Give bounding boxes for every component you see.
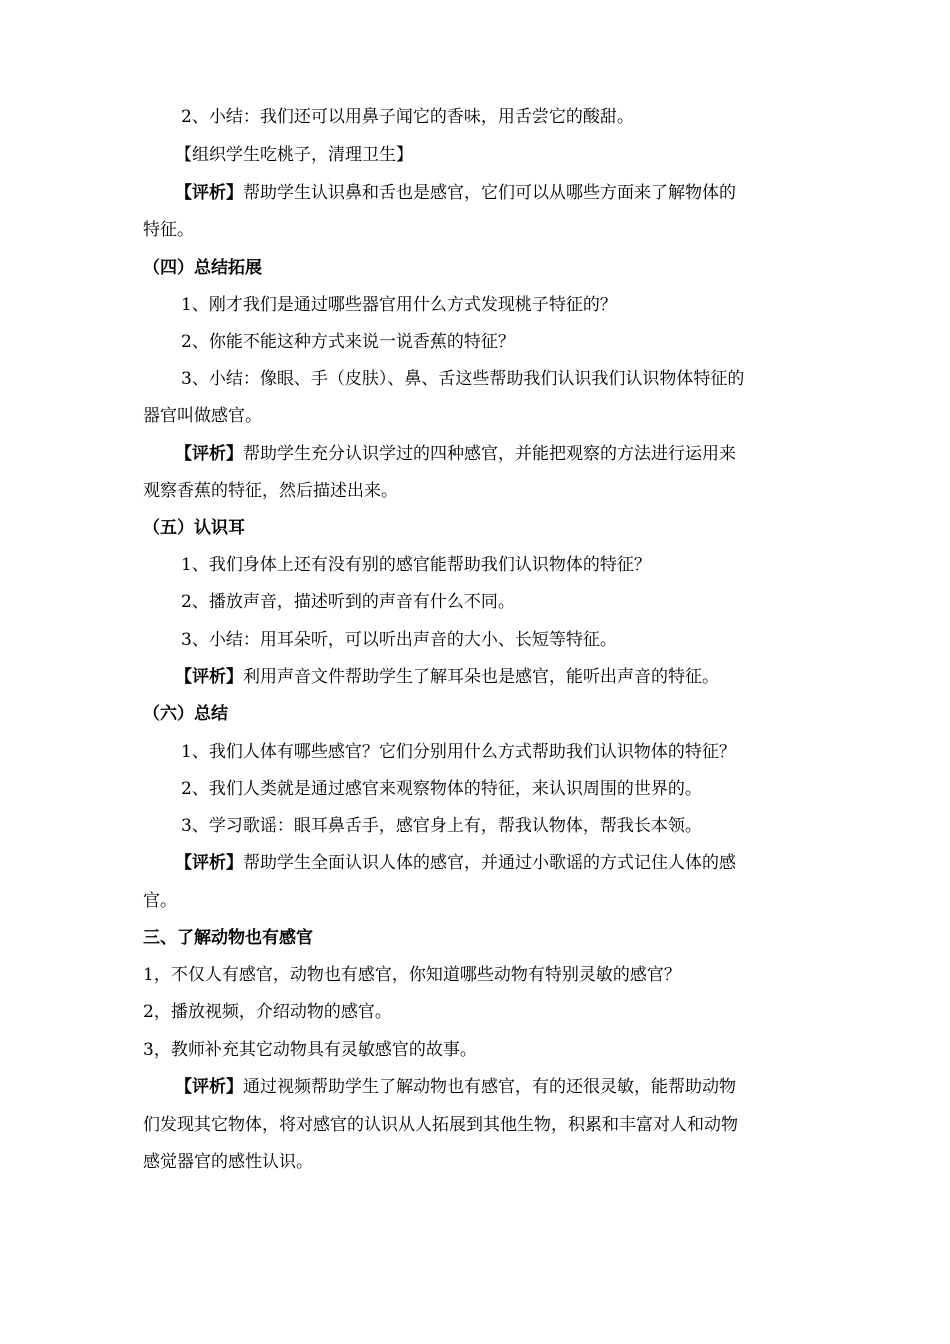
paragraph-line: 【组织学生吃桃子，清理卫生】	[175, 145, 413, 165]
paragraph-line: 3、小结：像眼、手（皮肤）、鼻、舌这些帮助我们认识我们认识物体特征的	[181, 369, 745, 389]
paragraph-line: 【评析】帮助学生认识鼻和舌也是感官，它们可以从哪些方面来了解物体的	[175, 183, 736, 203]
paragraph-line: 3、学习歌谣：眼耳鼻舌手，感官身上有，帮我认物体，帮我长本领。	[181, 816, 702, 836]
comment-tag: 【评析】	[175, 667, 243, 687]
paragraph-line: 1、我们身体上还有没有别的感官能帮助我们认识物体的特征？	[181, 555, 651, 575]
paragraph-line: 【评析】帮助学生全面认识人体的感官，并通过小歌谣的方式记住人体的感	[175, 853, 736, 873]
paragraph-line: 【评析】帮助学生充分认识学过的四种感官，并能把观察的方法进行运用来	[175, 444, 736, 464]
paragraph-line: 们发现其它物体，将对感官的认识从人拓展到其他生物，积累和丰富对人和动物	[143, 1115, 738, 1135]
paragraph-line: 【评析】通过视频帮助学生了解动物也有感官，有的还很灵敏，能帮助动物	[175, 1077, 736, 1097]
section-heading: （四）总结拓展	[143, 258, 262, 278]
paragraph-line: 2、小结：我们还可以用鼻子闻它的香味，用舌尝它的酸甜。	[181, 107, 634, 127]
section-heading: 三、了解动物也有感官	[143, 928, 313, 948]
paragraph-line: 2、播放声音，描述听到的声音有什么不同。	[181, 592, 515, 612]
paragraph-line: 2、你能不能这种方式来说一说香蕉的特征？	[181, 332, 515, 352]
comment-tag: 【评析】	[175, 444, 243, 464]
paragraph-line: 器官叫做感官。	[143, 406, 262, 426]
section-heading: （五）认识耳	[143, 518, 245, 538]
paragraph-line: 官。	[143, 891, 177, 911]
paragraph-line: 3、小结：用耳朵听，可以听出声音的大小、长短等特征。	[181, 630, 617, 650]
paragraph-line: 2，播放视频，介绍动物的感官。	[143, 1002, 392, 1022]
paragraph-line: 3，教师补充其它动物具有灵敏感官的故事。	[143, 1040, 477, 1060]
paragraph-line: 【评析】利用声音文件帮助学生了解耳朵也是感官，能听出声音的特征。	[175, 667, 719, 687]
section-heading: （六）总结	[143, 704, 228, 724]
paragraph-line: 1、我们人体有哪些感官？它们分别用什么方式帮助我们认识物体的特征？	[181, 742, 736, 762]
paragraph-line: 特征。	[143, 220, 194, 240]
comment-tag: 【评析】	[175, 1077, 243, 1097]
paragraph-line: 感觉器官的感性认识。	[143, 1152, 313, 1172]
paragraph-line: 2、我们人类就是通过感官来观察物体的特征，来认识周围的世界的。	[181, 779, 702, 799]
paragraph-line: 观察香蕉的特征，然后描述出来。	[143, 481, 398, 501]
paragraph-line: 1、刚才我们是通过哪些器官用什么方式发现桃子特征的？	[181, 295, 617, 315]
paragraph-line: 1，不仅人有感官，动物也有感官，你知道哪些动物有特别灵敏的感官？	[143, 965, 681, 985]
comment-tag: 【评析】	[175, 853, 243, 873]
comment-tag: 【评析】	[175, 183, 243, 203]
